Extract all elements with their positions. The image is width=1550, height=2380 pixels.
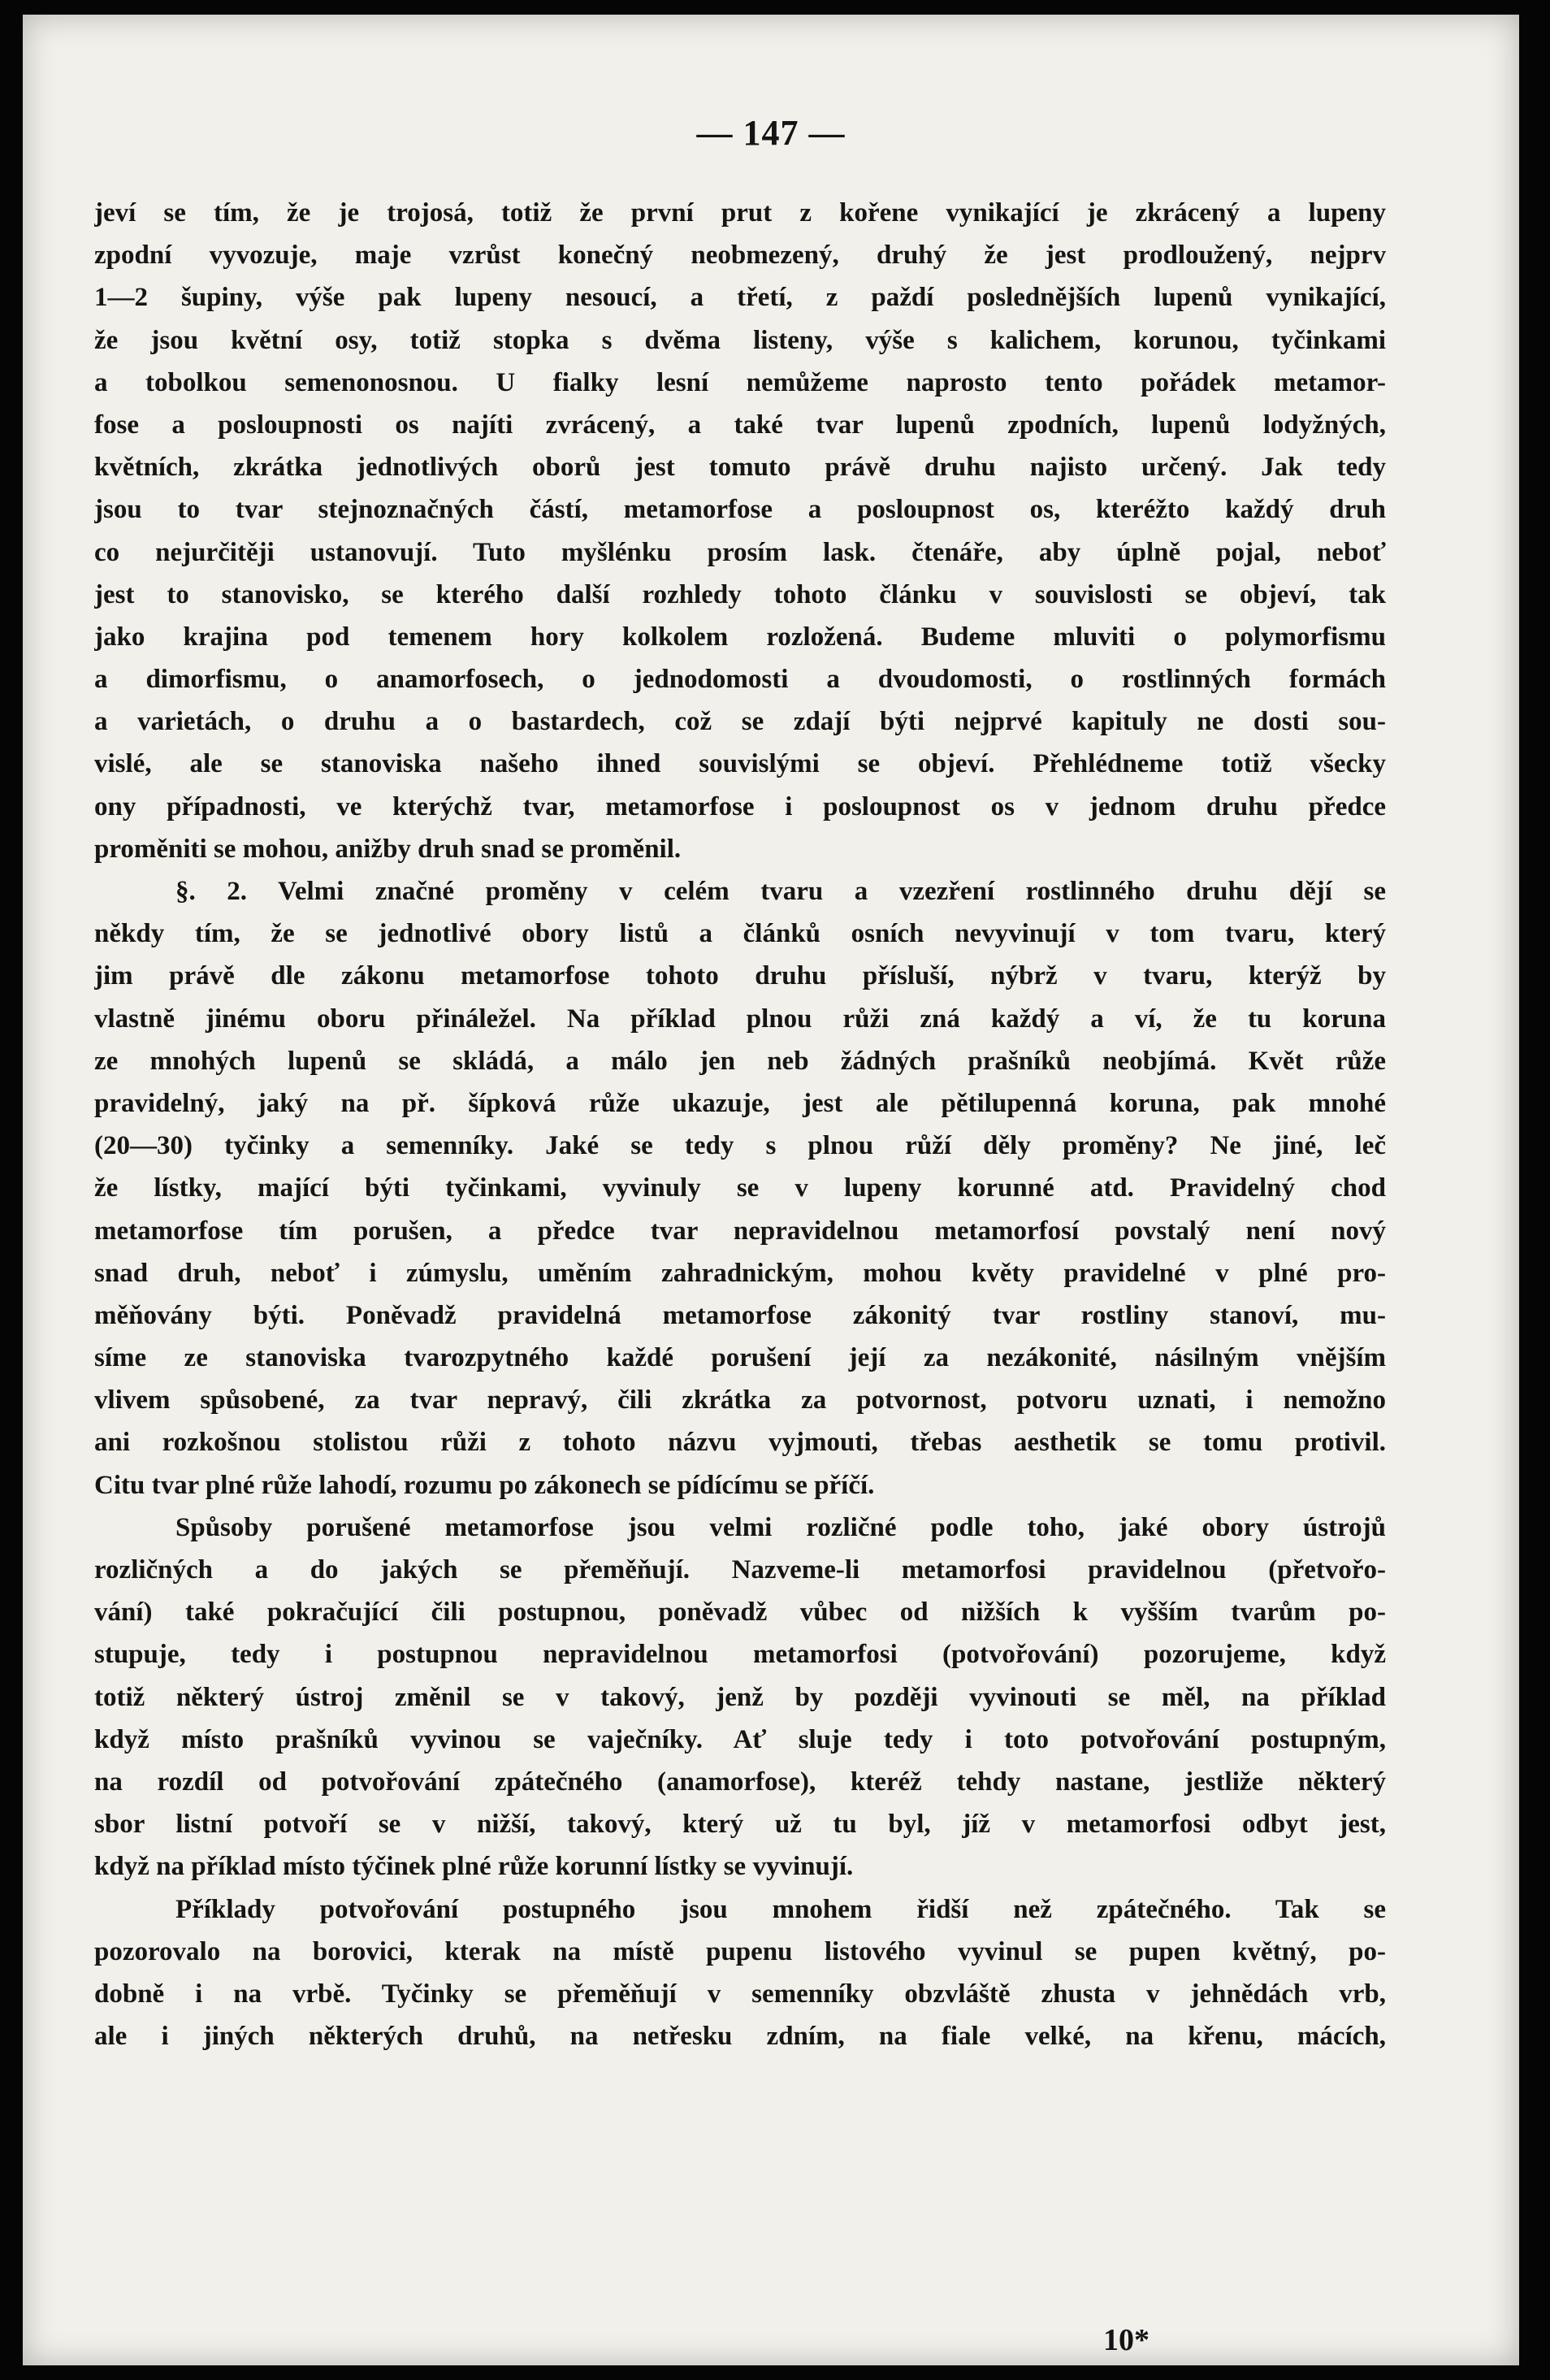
book-page (23, 15, 1519, 2365)
text-line: metamorfose tím porušen, a předce tvar nepravidelnou metamorfosí povstalý není nový (94, 1216, 1386, 1246)
text-line: snad druh, neboť i zúmyslu, uměním zahradnickým, mohou květy pravidelné v plné pro- (94, 1258, 1386, 1288)
text-line: někdy tím, že se jednotlivé obory listů a článků osních nevyvinují v tom tvaru, který (94, 919, 1386, 949)
text-line: fose a posloupnosti os najíti zvrácený, a také tvar lupenů zpodních, lupenů lodyžných, (94, 410, 1386, 440)
text-line: jim právě dle zákonu metamorfose tohoto druhu přísluší, nýbrž v tvaru, kterýž by (94, 961, 1386, 991)
text-line: vislé, ale se stanoviska našeho ihned souvislými se objeví. Přehlédneme totiž všecky (94, 749, 1386, 779)
text-line: pozorovalo na borovici, kterak na místě pupenu listového vyvinul se pupen květný, po- (94, 1936, 1386, 1966)
text-line: dobně i na vrbě. Tyčinky se přeměňují v semenníky obzvláště zhusta v jehnědách vrb, (94, 1979, 1386, 2009)
text-line: ale i jiných některých druhů, na netřesku zdním, na fiale velké, na křenu, mácích, (94, 2022, 1386, 2052)
text-line: jsou to tvar stejnoznačných částí, metamorfose a posloupnost os, kteréžto každý druh (94, 495, 1386, 525)
text-line: ani rozkošnou stolistou růži z tohoto názvu vyjmouti, třebas aesthetik se tomu protivil. (94, 1428, 1386, 1458)
text-line: co nejurčitěji ustanovují. Tuto myšlénku prosím lask. čtenáře, aby úplně pojal, neboť (94, 537, 1386, 567)
text-line: vlivem spůsobené, za tvar nepravý, čili zkrátka za potvornost, potvoru uznati, i nemožno (94, 1385, 1386, 1415)
text-line: ony případnosti, ve kterýchž tvar, metamorfose i posloupnost os v jednom druhu předce (94, 791, 1386, 822)
text-line: síme ze stanoviska tvarozpytného každé porušení její za nezákonité, násilným vnějším (94, 1343, 1386, 1373)
text-line: vlastně jinému oboru přináležel. Na příklad plnou růži zná každý a ví, že tu koruna (94, 1004, 1386, 1034)
text-line: rozličných a do jakých se přeměňují. Nazveme-li metamorfosi pravidelnou (přetvořo- (94, 1555, 1386, 1584)
text-line: měňovány býti. Poněvadž pravidelná metamorfose zákonitý tvar rostliny stanoví, mu- (94, 1300, 1386, 1330)
text-line: zpodní vyvozuje, maje vzrůst konečný neobmezený, druhý že jest prodloužený, nejprv (94, 241, 1386, 271)
text-line: totiž některý ústroj změnil se v takový, jenž by později vyvinouti se měl, na příklad (94, 1682, 1386, 1712)
text-line: jako krajina pod temenem hory kolkolem rozložená. Budeme mluviti o polymorfismu (94, 622, 1386, 652)
text-line: když místo prašníků vyvinou se vaječníky. Ať sluje tedy i toto potvořování postupným, (94, 1724, 1386, 1754)
signature-mark: 10* (1103, 2323, 1150, 2357)
page-number: — 147 — (696, 113, 846, 153)
text-line: 1—2 šupiny, výše pak lupeny nesoucí, a třetí, z paždí poslednějších lupenů vynikající, (94, 283, 1386, 313)
paragraph-start-line: Spůsoby porušené metamorfose jsou velmi rozličné podle toho, jaké obory ústrojů (175, 1512, 1386, 1542)
text-line: stupuje, tedy i postupnou nepravidelnou metamorfosi (potvořování) pozorujeme, když (94, 1640, 1386, 1670)
text-line: že jsou květní osy, totiž stopka s dvěma listeny, výše s kalichem, korunou, tyčinkami (94, 325, 1386, 355)
text-line: a dimorfismu, o anamorfosech, o jednodomosti a dvoudomosti, o rostlinných formách (94, 665, 1386, 695)
text-line: pravidelný, jaký na př. šípková růže ukazuje, jest ale pětilupenná koruna, pak mnohé (94, 1088, 1386, 1118)
text-line: sbor listní potvoří se v nižší, takový, který už tu byl, jíž v metamorfosi odbyt jest, (94, 1810, 1386, 1840)
text-line: Citu tvar plné růže lahodí, rozumu po zákonech se pídícímu se příčí. (94, 1470, 875, 1500)
text-line: jest to stanovisko, se kterého další rozhledy tohoto článku v souvislosti se objeví, tak (94, 579, 1386, 609)
text-line: proměniti se mohou, anižby druh snad se proměnil. (94, 834, 682, 864)
text-line: a tobolkou semenonosnou. U fialky lesní nemůžeme naprosto tento pořádek metamor- (94, 367, 1386, 397)
text-line: vání) také pokračující čili postupnou, poněvadž vůbec od nižších k vyšším tvarům po- (94, 1598, 1386, 1628)
text-line: když na příklad místo týčinek plné růže korunní lístky se vyvinují. (94, 1852, 854, 1882)
text-line: jeví se tím, že je trojosá, totiž že první prut z kořene vynikající je zkrácený a lupeny (94, 198, 1386, 228)
text-line: (20—30) tyčinky a semenníky. Jaké se tedy s plnou růží děly proměny? Ne jiné, leč (94, 1131, 1386, 1161)
paragraph-start-line: Příklady potvořování postupného jsou mnohem řidší než zpátečného. Tak se (175, 1894, 1386, 1924)
text-line: ze mnohých lupenů se skládá, a málo jen neb žádných prašníků neobjímá. Květ růže (94, 1046, 1386, 1076)
body-text (94, 192, 1386, 2057)
text-line: a varietách, o druhu a o bastardech, což se zdají býti nejprvé kapituly ne dosti sou- (94, 707, 1386, 737)
text-line: květních, zkrátka jednotlivých oborů jest tomuto právě druhu najisto určený. Jak tedy (94, 453, 1386, 483)
text-line: na rozdíl od potvořování zpátečného (anamorfose), kteréž tehdy nastane, jestliže některý (94, 1767, 1386, 1797)
section-start-line: §. 2. Velmi značné proměny v celém tvaru a vzezření rostlinného druhu dějí se (175, 877, 1386, 906)
text-line: že lístky, mající býti tyčinkami, vyvinuly se v lupeny korunné atd. Pravidelný chod (94, 1173, 1386, 1203)
